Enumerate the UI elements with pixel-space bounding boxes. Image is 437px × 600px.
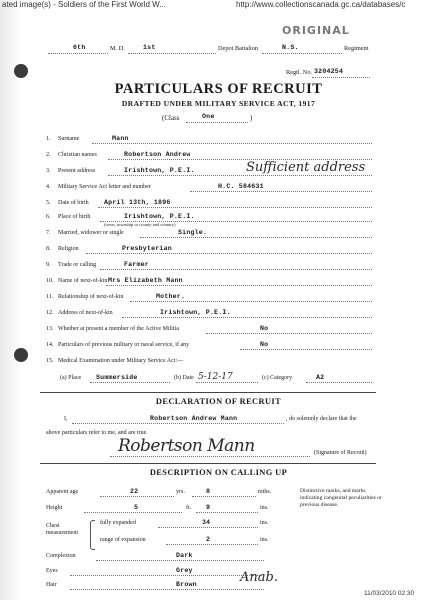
military-district-label: M. D. (110, 45, 125, 52)
complexion-value: Dark (176, 552, 193, 559)
range-of-expansion-label: range of expansion (100, 537, 146, 543)
handwritten-note: Sufficient address (246, 160, 366, 175)
place-of-birth-label: Place of birth (58, 214, 91, 220)
previous-service-label: Particulars of previous military or naval service, if any (58, 342, 190, 348)
chest-inches-label-1: ins. (260, 520, 269, 526)
description-heading: DESCRIPTION ON CALLING UP (149, 468, 288, 477)
height-inches: 9 (206, 504, 211, 511)
range-of-expansion-value: 2 (206, 536, 211, 543)
date-of-birth-value: April 13th, 1896 (104, 199, 171, 206)
depot-battalion-value: 1st (143, 44, 156, 51)
regimental-number-value: 3204254 (314, 68, 344, 75)
complexion-label: Complexion (46, 553, 76, 559)
class-label-open: (Class (162, 114, 180, 122)
print-timestamp: 11/03/2010 02:30 (364, 590, 415, 597)
item-number: 8. (46, 246, 51, 252)
fully-expanded-label: fully expanded (100, 520, 136, 526)
apparent-age-label: Apparent age (46, 489, 79, 495)
military-district-value: 6th (73, 44, 86, 51)
form-title: PARTICULARS OF RECRUIT (114, 81, 323, 97)
months-label: mths. (258, 489, 272, 495)
surname-value: Mann (112, 135, 129, 142)
relationship-label: Relationship of next-of-kin (58, 294, 124, 300)
regiment-value: N.S. (282, 44, 299, 51)
regiment-label: Regiment (344, 45, 369, 52)
medical-date-value: 5-12-17 (198, 372, 233, 382)
hair-label: Hair (46, 582, 57, 588)
height-label: Height (46, 505, 63, 511)
marital-status-label: Married, widower or single (58, 230, 124, 236)
religion-value: Presbyterian (122, 245, 172, 252)
declaration-text-1: , do solemnly declare that the (286, 416, 357, 422)
item-number: 7. (46, 230, 51, 236)
item-number: 4. (46, 184, 51, 190)
regimental-number-label: Regtl. No. (286, 69, 313, 76)
item-number: 12. (46, 310, 54, 316)
medical-category-value: A2 (316, 374, 325, 381)
class-value: One (202, 113, 215, 120)
binder-hole (14, 64, 28, 78)
item-number: 3. (46, 168, 51, 174)
chest-measurement-label: Chest measurement (46, 523, 78, 536)
browser-page-title: ated image(s) - Soldiers of the First World W... (2, 0, 166, 9)
hair-value: Brown (176, 581, 197, 588)
medical-category-label: (c) Category (262, 375, 293, 381)
medical-exam-label: Medical Examination under Military Service Act:— (58, 358, 184, 364)
eyes-value: Grey (176, 567, 193, 574)
date-of-birth-label: Date of birth (58, 200, 89, 206)
declaration-i-label: I, (64, 416, 68, 422)
chest-inches-label-2: ins. (260, 537, 269, 543)
browser-page-url: http://www.collectionscanada.gc.ca/databases/c (236, 0, 406, 9)
declaration-recruit-name: Robertson Andrew Mann (150, 415, 238, 422)
depot-battalion-label: Depot Battalion (218, 45, 259, 52)
christian-names-label: Christian names (58, 152, 97, 158)
apparent-age-months: 8 (206, 488, 211, 495)
apparent-age-years: 22 (130, 488, 139, 495)
item-number: 10. (46, 278, 54, 284)
christian-names-value: Robertson Andrew (124, 151, 191, 158)
item-number: 5. (46, 200, 51, 206)
binder-hole (14, 348, 28, 362)
next-of-kin-value: Mrs Elizabeth Mann (108, 277, 183, 284)
kin-address-label: Address of next-of-kin (58, 310, 113, 316)
years-label: yrs. (176, 489, 185, 495)
item-number: 2. (46, 152, 51, 158)
relationship-value: Mother. (156, 293, 186, 300)
next-of-kin-label: Name of next-of-kin (58, 278, 108, 284)
present-address-value: Irishtown, P.E.I. (124, 167, 195, 174)
height-feet: 5 (134, 504, 139, 511)
marital-status-value: Single. (178, 229, 208, 236)
eyes-label: Eyes (46, 568, 58, 574)
place-of-birth-value: Irishtown, P.E.I. (124, 213, 195, 220)
msa-letter-number-label: Military Service Act letter and number (58, 184, 151, 190)
item-number: 14. (46, 342, 54, 348)
declaration-heading: DECLARATION OF RECRUIT (155, 397, 282, 406)
item-number: 6. (46, 214, 51, 220)
birth-place-note: (town, township or county and country) (104, 222, 176, 227)
medical-date-label: (b) Date (174, 375, 194, 381)
trade-label: Trade or calling (58, 262, 97, 268)
previous-service-value: No (260, 341, 269, 348)
declaration-text-2: above particulars refer to me, and are true. (46, 430, 148, 436)
initials: Anab. (240, 570, 278, 585)
original-stamp: ORIGINAL (282, 24, 350, 37)
class-label-close: ) (250, 114, 253, 122)
feet-label: ft. (186, 505, 192, 511)
recruit-signature: Robertson Mann (118, 436, 255, 456)
medical-place-label: (a) Place (60, 375, 82, 381)
present-address-label: Present address (58, 168, 96, 174)
active-militia-label: Whether at present a member of the Active Militia (58, 326, 179, 332)
item-number: 15. (46, 358, 54, 364)
signature-label: (Signature of Recruit) (314, 450, 367, 456)
item-number: 1. (46, 136, 51, 142)
medical-place-value: Summerside (96, 374, 138, 381)
active-militia-value: No (260, 325, 269, 332)
fully-expanded-value: 34 (202, 519, 211, 526)
item-number: 9. (46, 262, 51, 268)
kin-address-value: Irishtown, P.E.I. (160, 309, 231, 316)
item-number: 13. (46, 326, 54, 332)
distinctive-marks-text: Distinctive marks, and marks indicating congenital peculiarities or previous disease. (300, 488, 382, 508)
inches-label: ins. (260, 505, 269, 511)
religion-label: Religion (58, 246, 79, 252)
form-subtitle: DRAFTED UNDER MILITARY SERVICE ACT, 1917 (121, 99, 316, 108)
item-number: 11. (46, 294, 54, 300)
surname-label: Surname (58, 136, 80, 142)
msa-letter-number-value: H.C. 584631 (218, 183, 264, 190)
trade-value: Farmer (124, 261, 149, 268)
